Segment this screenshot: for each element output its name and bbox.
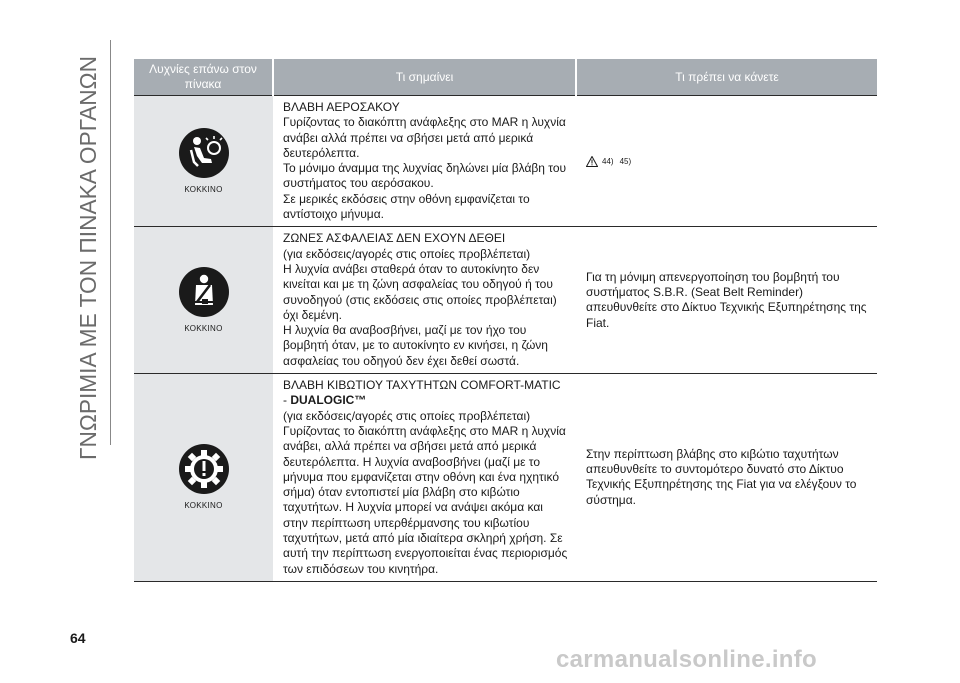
- meaning-title: ΒΛΑΒΗ ΑΕΡΟΣΑΚΟΥ: [283, 100, 400, 114]
- meaning-title-line2: [283, 393, 568, 408]
- meaning-text: Το μόνιμο άναμμα της λυχνίας δηλώνει μία βλάβη του συστήματος του αερόσακου.: [283, 161, 567, 191]
- watermark: carmanualsonline.info: [556, 646, 818, 673]
- dualogic-brand: DUALOGIC™: [290, 393, 367, 408]
- action-cell: [576, 227, 877, 374]
- meaning-title: ΖΩΝΕΣ ΑΣΦΑΛΕΙΑΣ ΔΕΝ ΕΧΟΥΝ ΔΕΘΕΙ: [283, 231, 506, 246]
- warning-triangle-icon: [586, 156, 598, 167]
- seatbelt-warning-icon: [177, 265, 231, 319]
- reference-number: 45): [619, 156, 632, 166]
- warning-references: [586, 154, 869, 169]
- meaning-text: Γυρίζοντας το διακόπτη ανάφλεξης στο MAR η λυχνία ανάβει αλλά πρέπει να σβήσει μετά από μερικά δευτερόλεπτα.: [283, 115, 566, 160]
- meaning-text: Γυρίζοντας το διακόπτη ανάφλεξης στο MAR η λυχνία ανάβει, αλλά πρέπει να σβήσει μετά από μερικά δευτερόλεπτα. Η λυχνία αναβοσβήνει (μαζί με το μήνυμα που εμφανίζεται στην οθόνη και ένα ηχητικό σήμα) όταν εντοπιστεί μία βλάβη στο κιβώτιο ταχυτήτων. Η λυχνία μπορεί να ανάψει ακόμα και στην περίπτωση υπερθέρμανσης του κιβωτίου ταχυτήτων, μετά από μία ιδιαίτερα σκληρή χρήση. Σε αυτή την περίπτωση ενεργοποιείται ένας περιορισμός των επιδόσεων του κινητήρα.: [283, 423, 568, 576]
- table-row: [134, 227, 877, 374]
- lamp-color-label: ΚΟΚΚΙΝΟ: [184, 184, 223, 194]
- header-lamps: Λυχνίες επάνω στον πίνακα: [134, 59, 273, 96]
- meaning-text: (για εκδόσεις/αγορές στις οποίες προβλέπεται): [283, 408, 531, 423]
- lamp-cell: [134, 227, 273, 374]
- lamp-cell: [134, 374, 273, 582]
- meaning-cell: [273, 96, 576, 227]
- meaning-title: ΒΛΑΒΗ ΚΙΒΩΤΙΟΥ ΤΑΧΥΤΗΤΩΝ COMFORT-MATIC: [283, 378, 561, 393]
- airbag-warning-icon: [177, 126, 231, 180]
- header-meaning: Τι σημαίνει: [273, 59, 576, 96]
- table-row: [134, 374, 877, 582]
- meaning-text: Σε μερικές εκδόσεις στην οθόνη εμφανίζεται το αντίστοιχο μήνυμα.: [283, 191, 530, 222]
- action-cell: [576, 96, 877, 227]
- table-row: [134, 96, 877, 227]
- lamp-color-label: ΚΟΚΚΙΝΟ: [184, 500, 223, 510]
- table-header-row: [134, 59, 877, 96]
- section-side-title: [68, 40, 108, 460]
- lamp-cell: [134, 96, 273, 227]
- action-text: Για τη μόνιμη απενεργοποίηση του βομβητή του συστήματος S.B.R. (Seat Belt Reminder) απευθυνθείτε στο Δίκτυο Τεχνικής Εξυπηρέτησης της Fiat.: [586, 269, 867, 330]
- side-title-svg: [68, 40, 108, 460]
- side-divider: [110, 40, 111, 445]
- meaning-text: (για εκδόσεις/αγορές στις οποίες προβλέπεται): [283, 246, 531, 261]
- lamp-color-label: ΚΟΚΚΙΝΟ: [184, 323, 223, 333]
- meaning-text: Η λυχνία ανάβει σταθερά όταν το αυτοκίνητο δεν κινείται και με τη ζώνη ασφαλείας του οδηγού ή του συνοδηγού (στις εκδόσεις στις οποίες προβλέπεται) όχι δεμένη.: [283, 261, 557, 322]
- warning-lights-table: [134, 59, 877, 582]
- meaning-cell: [273, 227, 576, 374]
- reference-number: 44): [602, 156, 614, 166]
- meaning-prefix: -: [283, 393, 291, 408]
- page-number: 64: [70, 630, 86, 646]
- header-action: Τι πρέπει να κάνετε: [576, 59, 877, 96]
- action-text: Στην περίπτωση βλάβης στο κιβώτιο ταχυτήτων απευθυνθείτε το συντομότερο δυνατό στο Δίκτυο Τεχνικής Εξυπηρέτησης της Fiat για να ελέγξουν το σύστημα.: [586, 446, 857, 507]
- gearbox-fault-icon: [177, 442, 231, 496]
- side-title-text: ΓΝΩΡΙΜΙΑ ΜΕ ΤΟΝ ΠΙΝΑΚΑ ΟΡΓΑΝΩΝ: [75, 50, 101, 460]
- meaning-cell: [273, 374, 576, 582]
- action-cell: [576, 374, 877, 582]
- meaning-text: Η λυχνία θα αναβοσβήνει, μαζί με τον ήχο του βομβητή όταν, με το αυτοκίνητο εν κινήσει, η ζώνη ασφαλείας του οδηγού δεν έχει δεθεί σωστά.: [283, 323, 548, 368]
